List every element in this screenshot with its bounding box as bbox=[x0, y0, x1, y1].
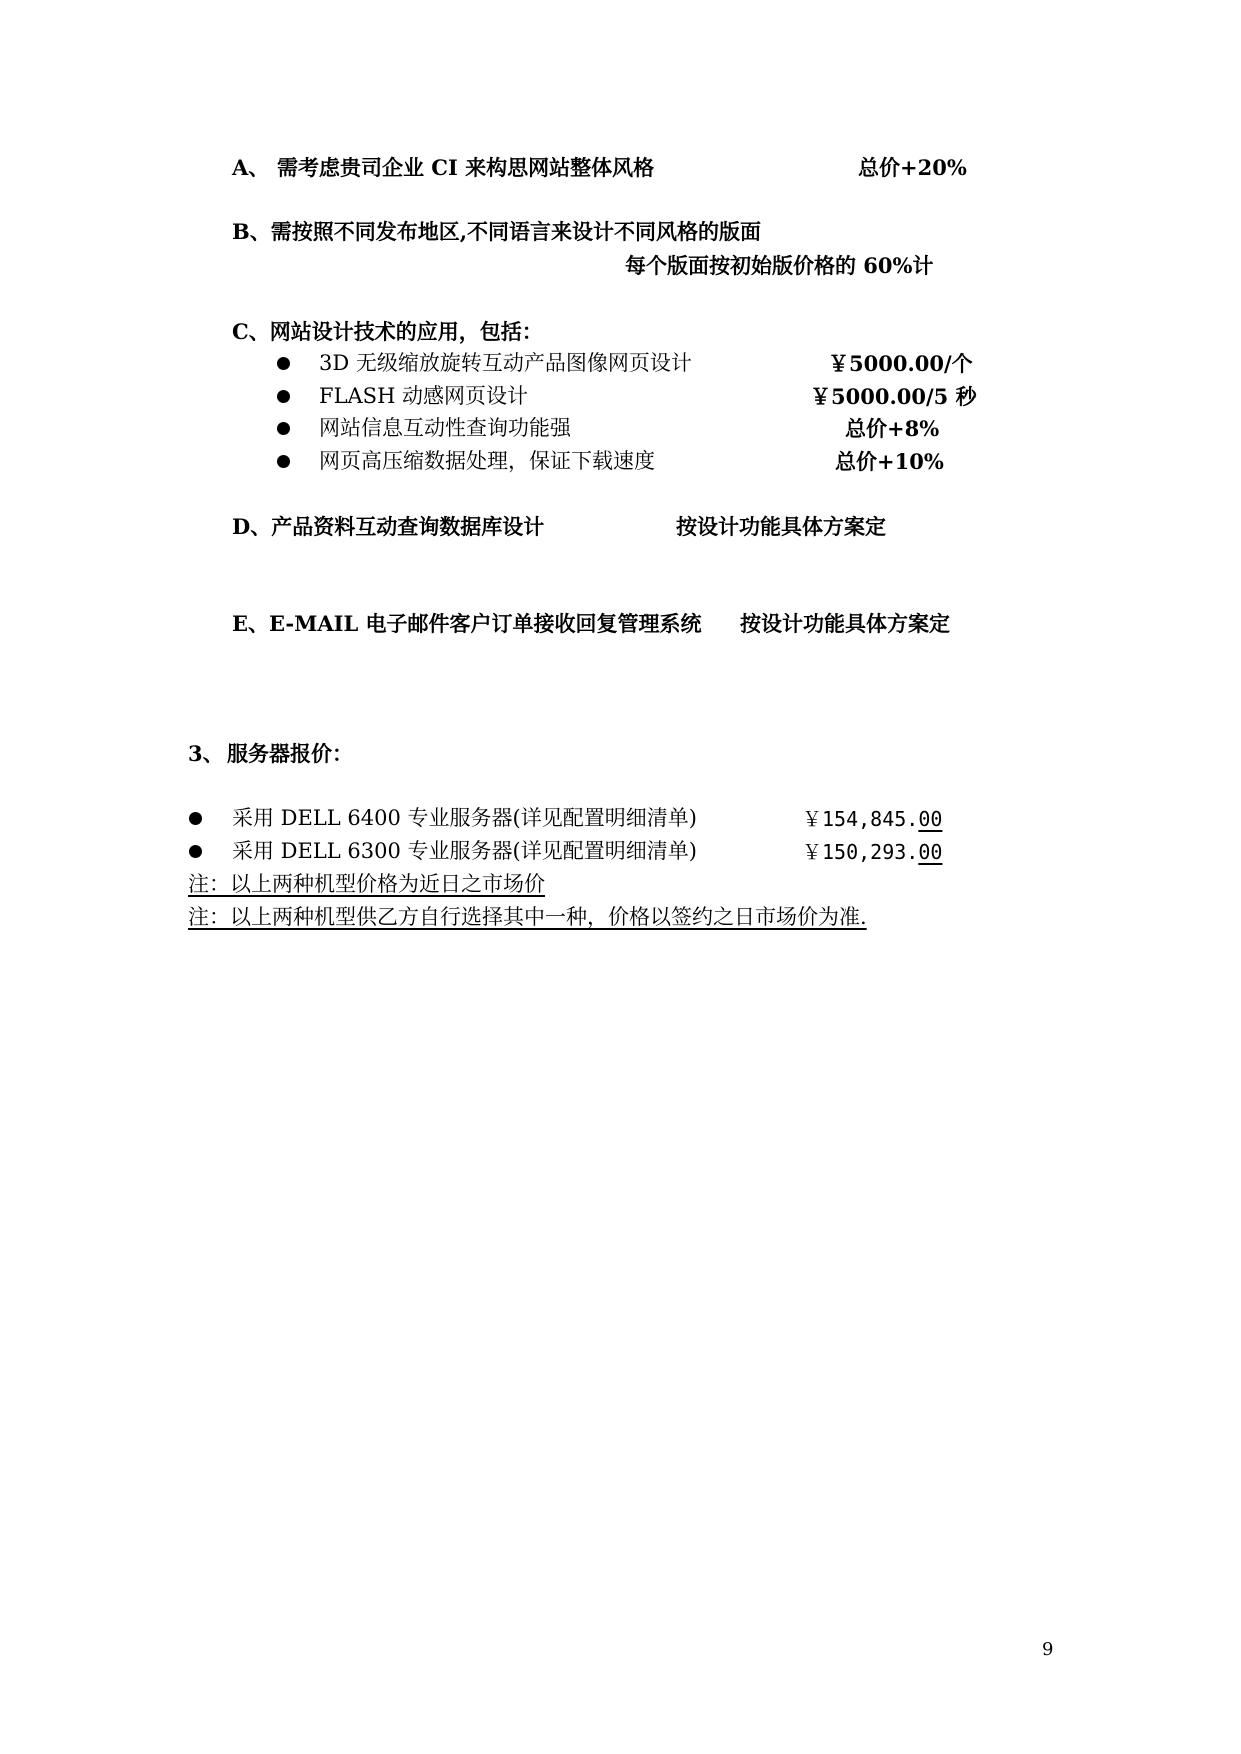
section-a-text: 需考虑贵司企业 CI 来构思网站整体风格 bbox=[277, 155, 655, 180]
tech-item-text: 3D 无级缩放旋转互动产品图像网页设计 bbox=[319, 351, 692, 375]
server-price-main: ￥150,293. bbox=[802, 840, 919, 864]
section-d-text: D、产品资料互动查询数据库设计 bbox=[232, 514, 545, 539]
tech-item-price: 总价+8% bbox=[845, 416, 940, 441]
section-3-label: 3、 bbox=[188, 741, 224, 766]
server-item-text: 采用 DELL 6300 专业服务器(详见配置明细清单) bbox=[232, 839, 697, 863]
bullet-icon bbox=[189, 812, 202, 825]
section-d-price: 按设计功能具体方案定 bbox=[676, 514, 886, 539]
server-price-main: ￥154,845. bbox=[802, 807, 919, 831]
bullet-icon bbox=[189, 845, 202, 858]
bullet-icon bbox=[277, 357, 290, 370]
section-e-text: E、E-MAIL 电子邮件客户订单接收回复管理系统 bbox=[232, 611, 702, 636]
server-price-cents: 00 bbox=[918, 840, 943, 864]
note-line: 注：以上两种机型供乙方自行选择其中一种，价格以签约之日市场价为准. bbox=[188, 905, 867, 929]
section-3-title: 服务器报价： bbox=[227, 741, 353, 766]
tech-item-text: 网页高压缩数据处理，保证下载速度 bbox=[319, 449, 655, 473]
tech-item-price: 总价+10% bbox=[835, 449, 944, 474]
server-item-price bbox=[802, 842, 942, 862]
server-item-text: 采用 DELL 6400 专业服务器(详见配置明细清单) bbox=[232, 806, 697, 830]
server-price-cents: 00 bbox=[918, 807, 943, 831]
tech-item-text: FLASH 动感网页设计 bbox=[319, 384, 529, 408]
section-a-label: A、 bbox=[232, 155, 270, 180]
section-c-title: C、网站设计技术的应用，包括： bbox=[232, 319, 543, 344]
tech-item-price: ￥5000.00/个 bbox=[828, 351, 973, 376]
tech-item-text: 网站信息互动性查询功能强 bbox=[319, 416, 571, 440]
section-e-price: 按设计功能具体方案定 bbox=[740, 611, 950, 636]
bullet-icon bbox=[277, 390, 290, 403]
page-number: 9 bbox=[1042, 1639, 1054, 1660]
bullet-icon bbox=[277, 422, 290, 435]
section-a-price: 总价+20% bbox=[858, 155, 967, 180]
note-line: 注：以上两种机型价格为近日之市场价 bbox=[188, 872, 545, 896]
section-b-price: 每个版面按初始版价格的 60%计 bbox=[625, 253, 934, 278]
bullet-icon bbox=[277, 455, 290, 468]
tech-item-price: ￥5000.00/5 秒 bbox=[810, 384, 977, 409]
server-item-price bbox=[802, 809, 942, 829]
section-b-text: B、需按照不同发布地区,不同语言来设计不同风格的版面 bbox=[232, 219, 762, 244]
